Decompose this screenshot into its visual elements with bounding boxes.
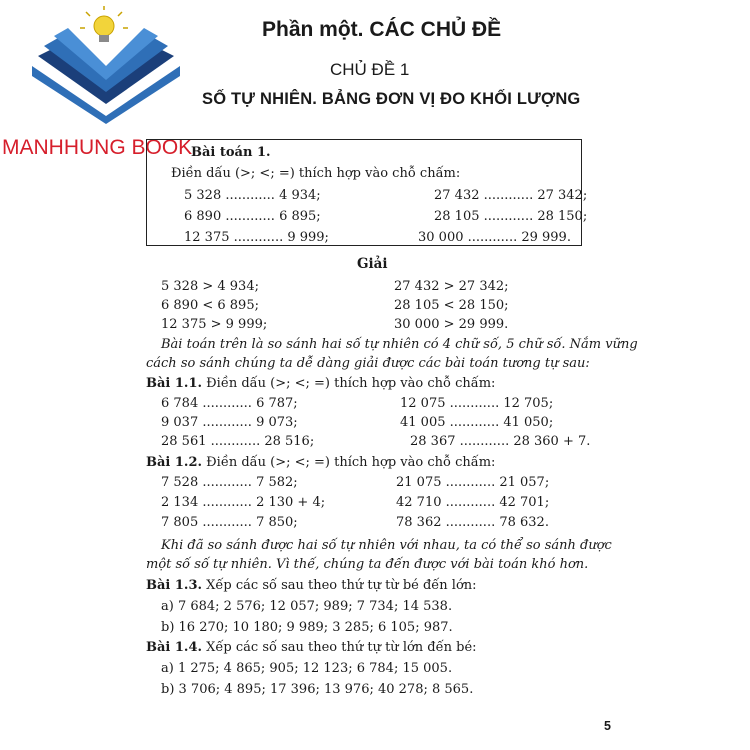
solution-note: Bài toán trên là so sánh hai số tự nhiên có 4 chữ số, 5 chữ số. Nắm vững: [161, 337, 638, 352]
transition-note: Khi đã so sánh được hai số tự nhiên với nhau, ta có thể so sánh được: [161, 538, 612, 553]
exercise-item: 28 561 ............ 28 516;: [161, 434, 315, 449]
solution-title: Giải: [357, 256, 388, 272]
problem-item: 28 105 ............ 28 150;: [434, 209, 588, 224]
solution-item: 12 375 > 9 999;: [161, 317, 268, 332]
exercise-item: 7 805 ............ 7 850;: [161, 515, 298, 530]
solution-note: cách so sánh chúng ta dễ dàng giải được các bài toán tương tự sau:: [146, 356, 590, 371]
exercise-part: a) 1 275; 4 865; 905; 12 123; 6 784; 15 005.: [161, 661, 453, 676]
solution-item: 28 105 < 28 150;: [394, 298, 509, 313]
exercise-part: b) 3 706; 4 895; 17 396; 13 976; 40 278; 8 565.: [161, 682, 474, 697]
part-title: Phần một. CÁC CHỦ ĐỀ: [262, 18, 502, 41]
topic-subtitle: SỐ TỰ NHIÊN. BẢNG ĐƠN VỊ ĐO KHỐI LƯỢNG: [202, 90, 581, 108]
transition-note: một số số tự nhiên. Vì thế, chúng ta đến được với bài toán khó hơn.: [146, 557, 589, 572]
problem-item: 6 890 ............ 6 895;: [184, 209, 321, 224]
exercise-item: 2 134 ............ 2 130 + 4;: [161, 495, 326, 510]
exercise-item: 78 362 ............ 78 632.: [396, 515, 549, 530]
exercise-item: 21 075 ............ 21 057;: [396, 475, 550, 490]
exercise-item: 7 528 ............ 7 582;: [161, 475, 298, 490]
exercise-heading: [146, 579, 477, 592]
problem-item: 27 432 ............ 27 342;: [434, 188, 588, 203]
exercise-heading: [146, 641, 477, 654]
exercise-heading: [146, 456, 495, 469]
exercise-instruction: Xếp các số sau theo thứ tự từ bé đến lớn:: [206, 578, 477, 593]
exercise-item: 41 005 ............ 41 050;: [400, 415, 554, 430]
exercise-part: a) 7 684; 2 576; 12 057; 989; 7 734; 14 538.: [161, 599, 453, 614]
exercise-item: 6 784 ............ 6 787;: [161, 396, 298, 411]
book-logo-icon: [28, 6, 188, 124]
problem-item: 12 375 ............ 9 999;: [184, 230, 329, 245]
exercise-label: Bài 1.1.: [146, 376, 203, 391]
light-bulb-icon: [80, 6, 128, 42]
exercise-label: Bài 1.2.: [146, 455, 203, 470]
brand-wordmark: MANHHUNG BOOK: [2, 136, 193, 159]
exercise-part: b) 16 270; 10 180; 9 989; 3 285; 6 105; 987.: [161, 620, 453, 635]
solution-item: 30 000 > 29 999.: [394, 317, 509, 332]
topic-title: CHỦ ĐỀ 1: [330, 60, 410, 79]
exercise-label: Bài 1.4.: [146, 640, 203, 655]
exercise-heading: [146, 377, 495, 390]
solution-item: 27 432 > 27 342;: [394, 279, 509, 294]
problem-item: 30 000 ............ 29 999.: [418, 230, 571, 245]
exercise-item: 9 037 ............ 9 073;: [161, 415, 298, 430]
exercise-instruction: Xếp các số sau theo thứ tự từ lớn đến bé:: [206, 640, 477, 655]
exercise-item: 42 710 ............ 42 701;: [396, 495, 550, 510]
exercise-instruction: Điền dấu (>; <; =) thích hợp vào chỗ chấm:: [206, 455, 496, 470]
problem-instruction: Điền dấu (>; <; =) thích hợp vào chỗ chấm:: [171, 166, 461, 181]
exercise-instruction: Điền dấu (>; <; =) thích hợp vào chỗ chấm:: [206, 376, 496, 391]
exercise-item: 28 367 ............ 28 360 + 7.: [410, 434, 591, 449]
problem-item: 5 328 ............ 4 934;: [184, 188, 321, 203]
problem-title: Bài toán 1.: [191, 145, 271, 160]
exercise-label: Bài 1.3.: [146, 578, 203, 593]
exercise-item: 12 075 ............ 12 705;: [400, 396, 554, 411]
solution-item: 5 328 > 4 934;: [161, 279, 259, 294]
page-number: 5: [604, 719, 611, 733]
solution-item: 6 890 < 6 895;: [161, 298, 259, 313]
